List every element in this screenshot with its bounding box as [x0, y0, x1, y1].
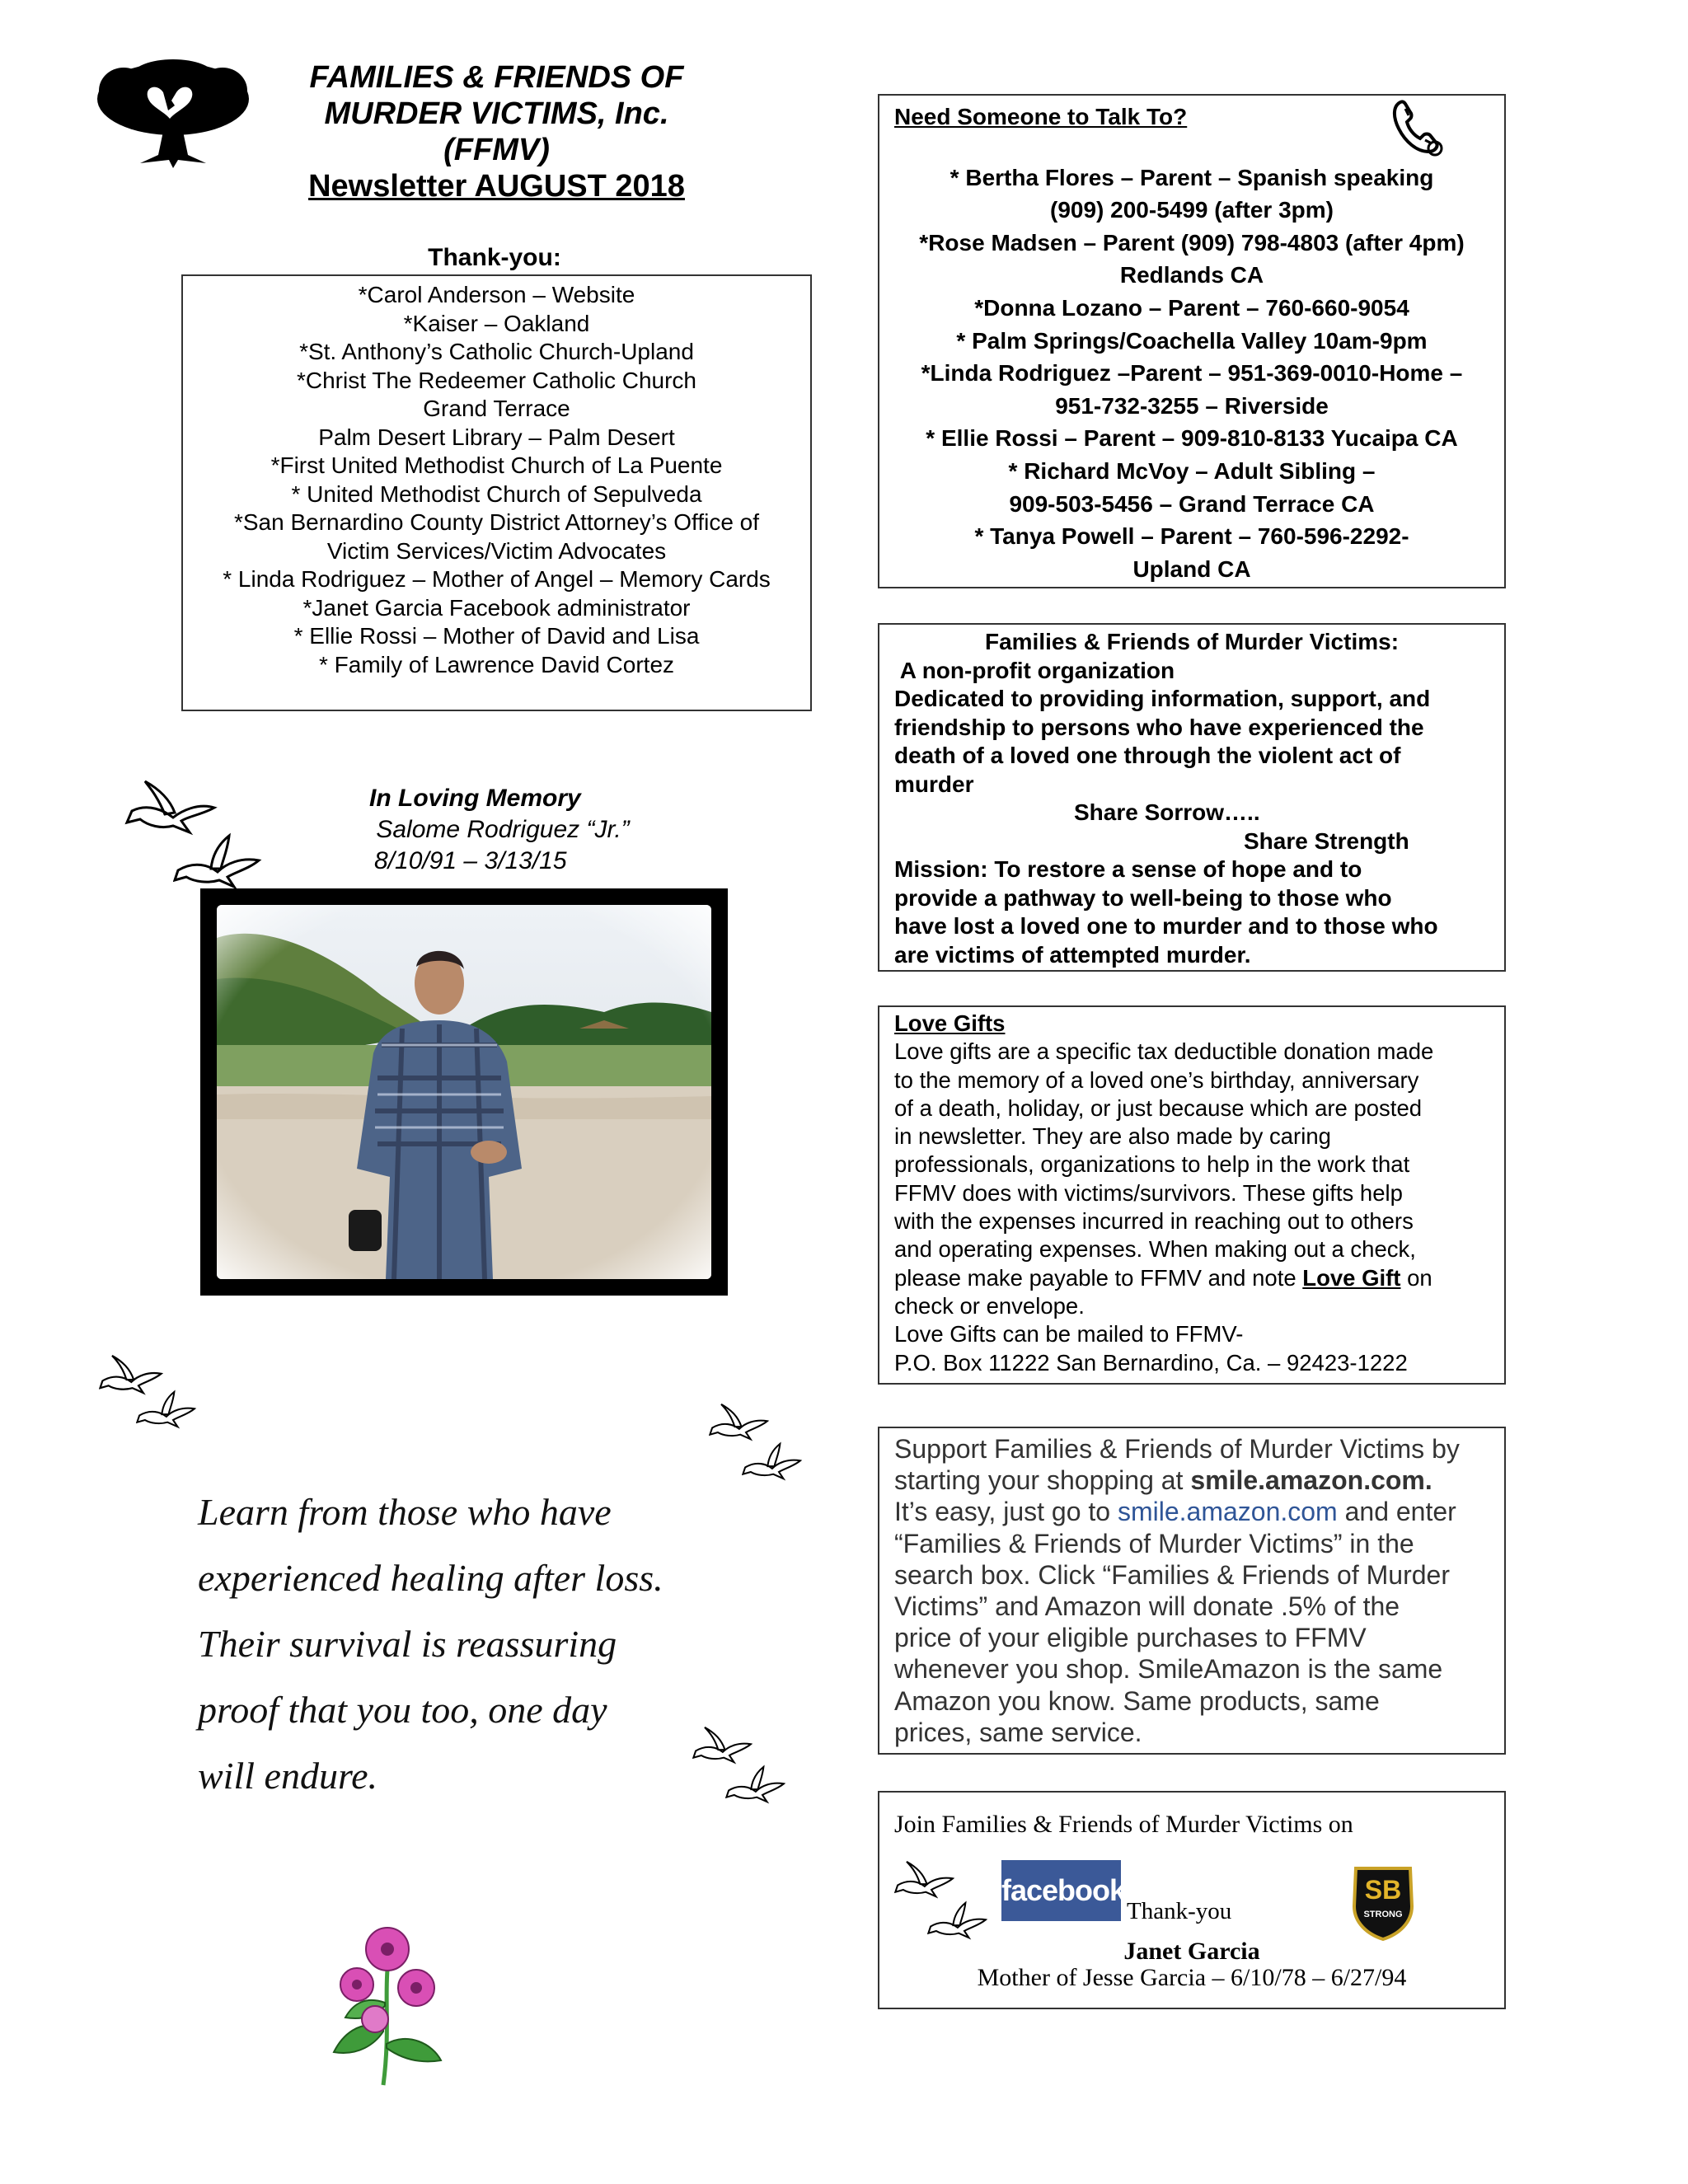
- contact-line: 951-732-3255 – Riverside: [1055, 392, 1329, 419]
- org-name-line-2: MURDER VICTIMS, Inc.: [324, 96, 669, 131]
- newsletter-header: [247, 59, 746, 204]
- org-name-line-1: FAMILIES & FRIENDS OF: [309, 60, 684, 95]
- contact-line: Upland CA: [1132, 555, 1251, 582]
- ffmv-mission-line: provide a pathway to well-being to those who: [894, 884, 1392, 911]
- signer-name: Janet Garcia: [1123, 1938, 1260, 1965]
- contact-line: *Linda Rodriguez –Parent – 951-369-0010-Home –: [921, 360, 1463, 387]
- love-gifts-payable-line: [894, 1264, 1489, 1292]
- ffmv-mission-line: are victims of attempted murder.: [894, 941, 1251, 968]
- beach-portrait-image: [217, 905, 711, 1279]
- love-gifts-line: and operating expenses. When making out a check,: [894, 1236, 1416, 1263]
- dove-icon: [927, 1900, 989, 1941]
- ffmv-subheading: A non-profit organization: [894, 657, 1175, 683]
- love-gifts-box: [878, 1005, 1506, 1385]
- amazon-line: whenever you shop. SmileAmazon is the same: [894, 1654, 1443, 1685]
- love-gifts-line: in newsletter. They are also made by caring: [894, 1123, 1331, 1150]
- amazon-text: and enter: [1337, 1497, 1456, 1527]
- tree-logo-icon: [91, 58, 256, 173]
- dove-icon: [173, 832, 264, 890]
- amazon-line: [894, 1465, 1489, 1496]
- contact-line: 909-503-5456 – Grand Terrace CA: [1009, 490, 1375, 517]
- thank-you-line: Victim Services/Victim Advocates: [326, 537, 667, 564]
- amazon-smile-bold: smile.amazon.com.: [1190, 1465, 1432, 1496]
- signer-relation: Mother of Jesse Garcia – 6/10/78 – 6/27/94: [977, 1964, 1407, 1991]
- thank-you-line: * United Methodist Church of Sepulveda: [291, 480, 702, 507]
- talk-to-someone-box: [878, 94, 1506, 588]
- quote-line: experienced healing after loss.: [198, 1557, 663, 1599]
- contact-line: * Bertha Flores – Parent – Spanish speaking: [950, 164, 1434, 190]
- amazon-smile-box: [878, 1427, 1506, 1755]
- thank-you-line: *St. Anthony’s Catholic Church-Upland: [299, 339, 694, 364]
- ffmv-info-box: [878, 623, 1506, 972]
- thank-you-line: Palm Desert Library – Palm Desert: [318, 424, 675, 450]
- sb-strong-badge: [1349, 1863, 1417, 1943]
- contact-line: * Tanya Powell – Parent – 760-596-2292-: [974, 523, 1409, 550]
- love-gifts-address: P.O. Box 11222 San Bernardino, Ca. – 92423-1222: [894, 1349, 1408, 1376]
- memory-heading: In Loving Memory: [369, 785, 581, 812]
- love-gifts-title: Love Gifts: [894, 1010, 1006, 1036]
- contact-line: (909) 200-5499 (after 3pm): [1050, 197, 1334, 223]
- ffmv-mission-line: have lost a loved one to murder and to those who: [894, 913, 1438, 939]
- love-gifts-line: with the expenses incurred in reaching out to others: [894, 1208, 1414, 1235]
- ffmv-dedication-line: death of a loved one through the violent act of: [894, 743, 1401, 768]
- love-gifts-line: FFMV does with victims/survivors. These gifts help: [894, 1179, 1403, 1206]
- amazon-line: Victims” and Amazon will donate .5% of the: [894, 1591, 1400, 1622]
- talk-box-title: Need Someone to Talk To?: [894, 104, 1188, 129]
- amazon-line: prices, same service.: [894, 1717, 1142, 1747]
- amazon-line: [894, 1496, 1489, 1527]
- quote-line: Their survival is reassuring: [198, 1623, 617, 1665]
- memory-name: Salome Rodriguez “Jr.”: [369, 816, 630, 843]
- payable-text-end: on: [1400, 1264, 1432, 1291]
- join-text: Join Families & Friends of Murder Victims on: [894, 1811, 1353, 1838]
- thank-you-line: *San Bernardino County District Attorney’s Office of: [233, 509, 760, 535]
- dove-icon: [742, 1441, 804, 1482]
- ffmv-dedication-line: Dedicated to providing information, support, and: [894, 686, 1431, 711]
- love-gifts-line: Love gifts are a specific tax deductible donation made: [894, 1038, 1434, 1065]
- thank-you-line: *Janet Garcia Facebook administrator: [302, 594, 691, 621]
- thank-you-line: * Ellie Rossi – Mother of David and Lisa: [293, 623, 700, 649]
- org-abbrev: (FFMV): [443, 133, 550, 167]
- amazon-smile-link[interactable]: smile.amazon.com: [1117, 1497, 1338, 1527]
- thank-you-line: *Christ The Redeemer Catholic Church: [296, 367, 697, 393]
- quote-line: proof that you too, one day: [198, 1689, 607, 1731]
- newsletter-title: Newsletter AUGUST 2018: [308, 169, 685, 204]
- amazon-line: Amazon you know. Same products, same: [894, 1685, 1380, 1716]
- facebook-logo[interactable]: facebook: [1001, 1860, 1121, 1921]
- in-loving-memory: [369, 783, 630, 877]
- contact-line: Redlands CA: [1119, 262, 1264, 288]
- love-gifts-line: professionals, organizations to help in the work that: [894, 1151, 1410, 1178]
- amazon-line: search box. Click “Families & Friends of Murder: [894, 1559, 1450, 1590]
- contact-line: * Ellie Rossi – Parent – 909-810-8133 Yucaipa CA: [926, 425, 1458, 452]
- ffmv-dedication-line: murder: [894, 771, 974, 797]
- quote-line: Learn from those who have: [198, 1491, 612, 1533]
- amazon-line: price of your eligible purchases to FFMV: [894, 1623, 1367, 1653]
- contact-line: *Donna Lozano – Parent – 760-660-9054: [974, 294, 1409, 321]
- ffmv-mission-line: Mission: To restore a sense of hope and to: [894, 856, 1362, 882]
- memory-dates: 8/10/91 – 3/13/15: [374, 847, 567, 874]
- contact-line: *Rose Madsen – Parent (909) 798-4803 (after 4pm): [919, 229, 1465, 255]
- thank-you-line: *Carol Anderson – Website: [358, 282, 635, 307]
- sb-badge-bottom: STRONG: [1363, 1910, 1403, 1919]
- thank-you-line: *First United Methodist Church of La Puente: [270, 452, 723, 478]
- contact-line: * Richard McVoy – Adult Sibling –: [1008, 457, 1376, 484]
- ffmv-dedication-line: friendship to persons who have experienced the: [894, 714, 1424, 740]
- amazon-text: It’s easy, just go to: [894, 1497, 1118, 1527]
- contact-line: * Palm Springs/Coachella Valley 10am-9pm: [956, 327, 1428, 354]
- love-gifts-line: of a death, holiday, or just because which are posted: [894, 1094, 1423, 1121]
- quote-line: will endure.: [198, 1755, 378, 1797]
- sb-badge-top: SB: [1364, 1875, 1402, 1905]
- memorial-photo: [217, 905, 711, 1279]
- love-gifts-line: check or envelope.: [894, 1292, 1085, 1319]
- dove-icon: [894, 1858, 956, 1900]
- thank-you-box: [181, 274, 812, 711]
- thank-you-line: Grand Terrace: [423, 396, 570, 421]
- thank-you-line: * Linda Rodriguez – Mother of Angel – Memory Cards: [223, 566, 771, 592]
- thank-you-line: *Kaiser – Oakland: [403, 310, 590, 336]
- dove-icon: [136, 1389, 198, 1430]
- thank-you-line: * Family of Lawrence David Cortez: [318, 651, 675, 677]
- flower-icon: [326, 1920, 449, 2089]
- love-gifts-line: to the memory of a loved one’s birthday, anniversary: [894, 1066, 1419, 1093]
- ffmv-motto-strength: Share Strength: [1244, 827, 1409, 854]
- join-thank-you: Thank-you: [1127, 1898, 1232, 1924]
- ffmv-motto-sorrow: Share Sorrow…..: [1074, 799, 1260, 825]
- dove-icon: [124, 778, 223, 836]
- ffmv-heading: Families & Friends of Murder Victims:: [984, 629, 1400, 654]
- dove-icon: [709, 1401, 771, 1442]
- amazon-line: “Families & Friends of Murder Victims” in the: [894, 1528, 1414, 1558]
- healing-quote: [198, 1479, 775, 1809]
- payable-text: please make payable to FFMV and note: [894, 1264, 1303, 1291]
- thank-you-heading: Thank-you:: [428, 244, 561, 271]
- love-gift-emphasis: Love Gift: [1302, 1264, 1401, 1291]
- amazon-line: Support Families & Friends of Murder Victims by: [894, 1434, 1460, 1464]
- love-gifts-line: Love Gifts can be mailed to FFMV-: [894, 1321, 1244, 1347]
- phone-icon: [1389, 97, 1447, 157]
- amazon-text: starting your shopping at: [894, 1465, 1191, 1496]
